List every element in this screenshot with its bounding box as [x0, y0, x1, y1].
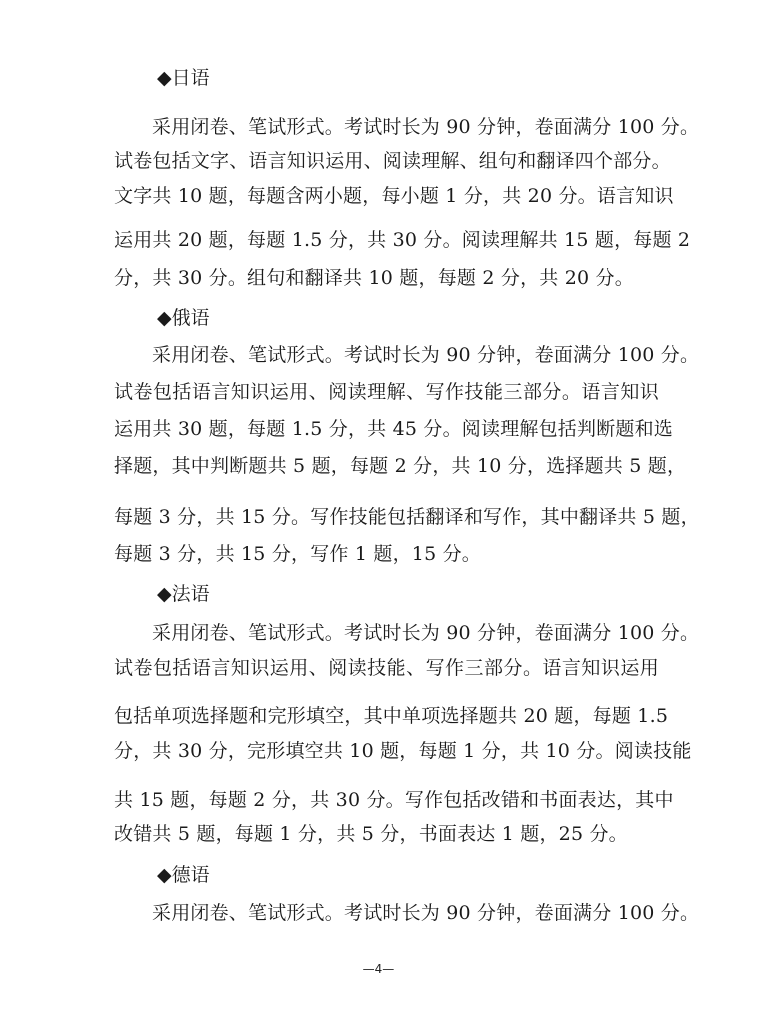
paragraph-line: 试卷包括语言知识运用、阅读理解、写作技能三部分。语言知识 — [114, 381, 659, 403]
paragraph-line: 采用闭卷、笔试形式。考试时长为 90 分钟，卷面满分 100 分。 — [152, 344, 700, 366]
paragraph-line: 运用共 20 题，每题 1.5 分，共 30 分。阅读理解共 15 题，每题 2 — [114, 229, 691, 251]
paragraph-line: 共 15 题，每题 2 分，共 30 分。写作包括改错和书面表达，其中 — [114, 789, 674, 811]
section-heading-japanese: ◆日语 — [157, 67, 210, 89]
section-heading-french: ◆法语 — [157, 583, 210, 605]
paragraph-line: 采用闭卷、笔试形式。考试时长为 90 分钟，卷面满分 100 分。 — [152, 622, 700, 644]
paragraph-line: 改错共 5 题，每题 1 分，共 5 分，书面表达 1 题，25 分。 — [114, 823, 628, 845]
paragraph-line: 每题 3 分，共 15 分。写作技能包括翻译和写作，其中翻译共 5 题， — [114, 506, 700, 528]
page-number: —4— — [362, 962, 395, 976]
paragraph-line: 试卷包括语言知识运用、阅读技能、写作三部分。语言知识运用 — [114, 657, 659, 679]
paragraph-line: 包括单项选择题和完形填空，其中单项选择题共 20 题，每题 1.5 — [114, 705, 669, 727]
section-heading-german: ◆德语 — [157, 864, 210, 886]
paragraph-line: 试卷包括文字、语言知识运用、阅读理解、组句和翻译四个部分。 — [114, 150, 671, 172]
paragraph-line: 每题 3 分，共 15 分，写作 1 题，15 分。 — [114, 543, 482, 565]
paragraph-line: 分，共 30 分。组句和翻译共 10 题，每题 2 分，共 20 分。 — [114, 267, 634, 289]
paragraph-line: 分，共 30 分，完形填空共 10 题，每题 1 分，共 10 分。阅读技能 — [114, 740, 692, 762]
section-heading-russian: ◆俄语 — [157, 307, 210, 329]
paragraph-line: 择题，其中判断题共 5 题，每题 2 分，共 10 分，选择题共 5 题， — [114, 455, 687, 477]
paragraph-line: 运用共 30 题，每题 1.5 分，共 45 分。阅读理解包括判断题和选 — [114, 418, 674, 440]
paragraph-line: 采用闭卷、笔试形式。考试时长为 90 分钟，卷面满分 100 分。 — [152, 902, 700, 924]
paragraph-line: 采用闭卷、笔试形式。考试时长为 90 分钟，卷面满分 100 分。 — [152, 116, 700, 138]
paragraph-line: 文字共 10 题，每题含两小题，每小题 1 分，共 20 分。语言知识 — [114, 185, 674, 207]
